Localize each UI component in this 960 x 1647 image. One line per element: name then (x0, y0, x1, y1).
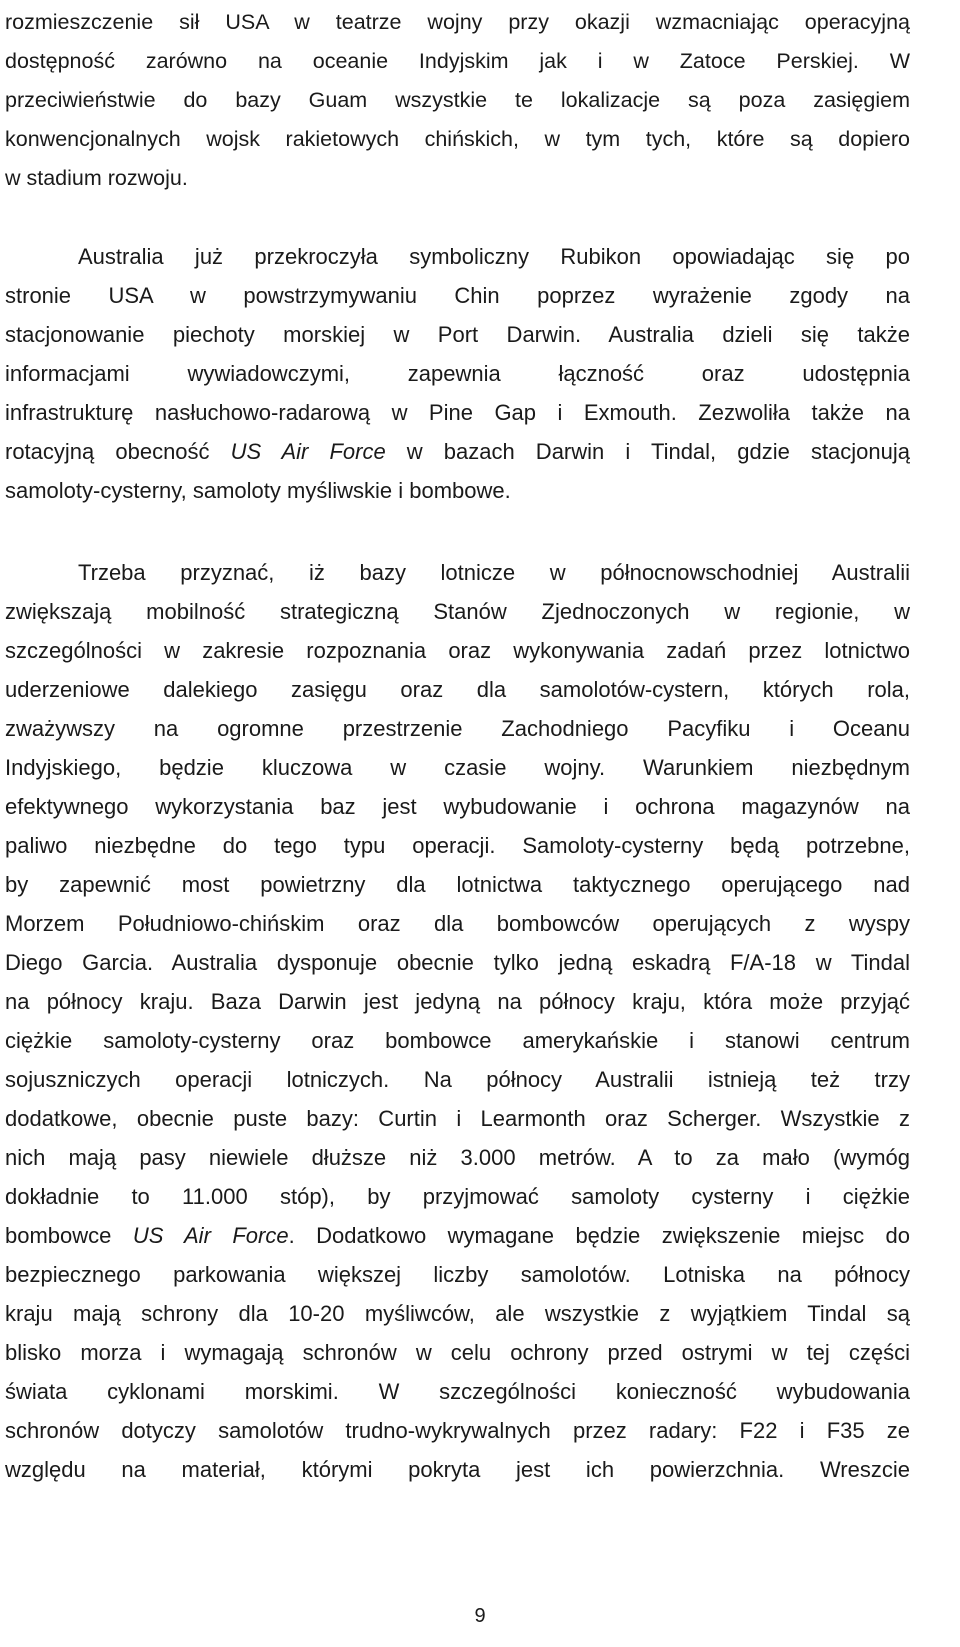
text-line (5, 432, 910, 471)
text-line: rozmieszczenie sił USA w teatrze wojny przy okazji wzmacniając operacyjną (5, 10, 910, 34)
text-run: bombowce (5, 1223, 133, 1248)
text-line: zważywszy na ogromne przestrzenie Zachodniego Pacyfiku i Oceanu (5, 716, 910, 741)
paragraph-3 (5, 553, 910, 1489)
text-line: Australia już przekroczyła symboliczny Rubikon opowiadając się po (78, 244, 910, 269)
text-line: Diego Garcia. Australia dysponuje obecnie tylko jedną eskadrą F/A-18 w Tindal (5, 950, 910, 975)
text-line (5, 1216, 910, 1255)
paragraph-2 (5, 237, 910, 510)
text-line: efektywnego wykorzystania baz jest wybudowanie i ochrona magazynów na (5, 794, 910, 819)
text-line: konwencjonalnych wojsk rakietowych chińskich, w tym tych, które są dopiero (5, 127, 910, 151)
text-line: względu na materiał, którymi pokryta jest ich powierzchnia. Wreszcie (5, 1457, 910, 1482)
text-line: Morzem Południowo-chińskim oraz dla bombowców operujących z wyspy (5, 911, 910, 936)
text-line: by zapewnić most powietrzny dla lotnictwa taktycznego operującego nad (5, 872, 910, 897)
text-line: przeciwieństwie do bazy Guam wszystkie te lokalizacje są poza zasięgiem (5, 88, 910, 112)
text-run: rotacyjną obecność (5, 439, 231, 464)
text-line: samoloty-cysterny, samoloty myśliwskie i bombowe. (5, 478, 511, 503)
paragraph-1 (5, 3, 910, 198)
emphasis-us-air-force: US Air Force (230, 439, 386, 464)
text-line: w stadium rozwoju. (5, 166, 188, 190)
text-line: świata cyklonami morskimi. W szczególności konieczność wybudowania (5, 1379, 910, 1404)
text-line: Indyjskiego, będzie kluczowa w czasie wojny. Warunkiem niezbędnym (5, 755, 910, 780)
text-line: nich mają pasy niewiele dłuższe niż 3.000 metrów. A to za mało (wymóg (5, 1145, 910, 1170)
text-line: dodatkowe, obecnie puste bazy: Curtin i Learmonth oraz Scherger. Wszystkie z (5, 1106, 910, 1131)
text-line: informacjami wywiadowczymi, zapewnia łączność oraz udostępnia (5, 361, 910, 386)
text-line: stacjonowanie piechoty morskiej w Port Darwin. Australia dzieli się także (5, 322, 910, 347)
emphasis-us-air-force: US Air Force (132, 1223, 289, 1248)
text-line: schronów dotyczy samolotów trudno-wykrywalnych przez radary: F22 i F35 ze (5, 1418, 910, 1443)
page-number: 9 (474, 1605, 486, 1627)
text-line: dostępność zarówno na oceanie Indyjskim jak i w Zatoce Perskiej. W (5, 49, 910, 73)
text-line: na północy kraju. Baza Darwin jest jedyną na północy kraju, która może przyjąć (5, 989, 910, 1014)
text-line: szczególności w zakresie rozpoznania oraz wykonywania zadań przez lotnictwo (5, 638, 910, 663)
text-line: Trzeba przyznać, iż bazy lotnicze w północnowschodniej Australii (78, 560, 910, 585)
text-line: paliwo niezbędne do tego typu operacji. Samoloty-cysterny będą potrzebne, (5, 833, 910, 858)
text-line: dokładnie to 11.000 stóp), by przyjmować samoloty cysterny i ciężkie (5, 1184, 910, 1209)
text-line: kraju mają schrony dla 10-20 myśliwców, ale wszystkie z wyjątkiem Tindal są (5, 1301, 910, 1326)
text-run: . Dodatkowo wymagane będzie zwiększenie miejsc do (288, 1223, 910, 1248)
text-line: zwiększają mobilność strategiczną Stanów Zjednoczonych w regionie, w (5, 599, 910, 624)
text-line: bezpiecznego parkowania większej liczby samolotów. Lotniska na północy (5, 1262, 910, 1287)
text-line: uderzeniowe dalekiego zasięgu oraz dla samolotów-cystern, których rola, (5, 677, 910, 702)
text-line: ciężkie samoloty-cysterny oraz bombowce amerykańskie i stanowi centrum (5, 1028, 910, 1053)
text-line: stronie USA w powstrzymywaniu Chin poprzez wyrażenie zgody na (5, 283, 910, 308)
text-line: sojuszniczych operacji lotniczych. Na północy Australii istnieją też trzy (5, 1067, 910, 1092)
text-run: w bazach Darwin i Tindal, gdzie stacjonują (385, 439, 911, 464)
text-line: infrastrukturę nasłuchowo-radarową w Pine Gap i Exmouth. Zezwoliła także na (5, 400, 910, 425)
text-line: blisko morza i wymagają schronów w celu ochrony przed ostrymi w tej części (5, 1340, 910, 1365)
